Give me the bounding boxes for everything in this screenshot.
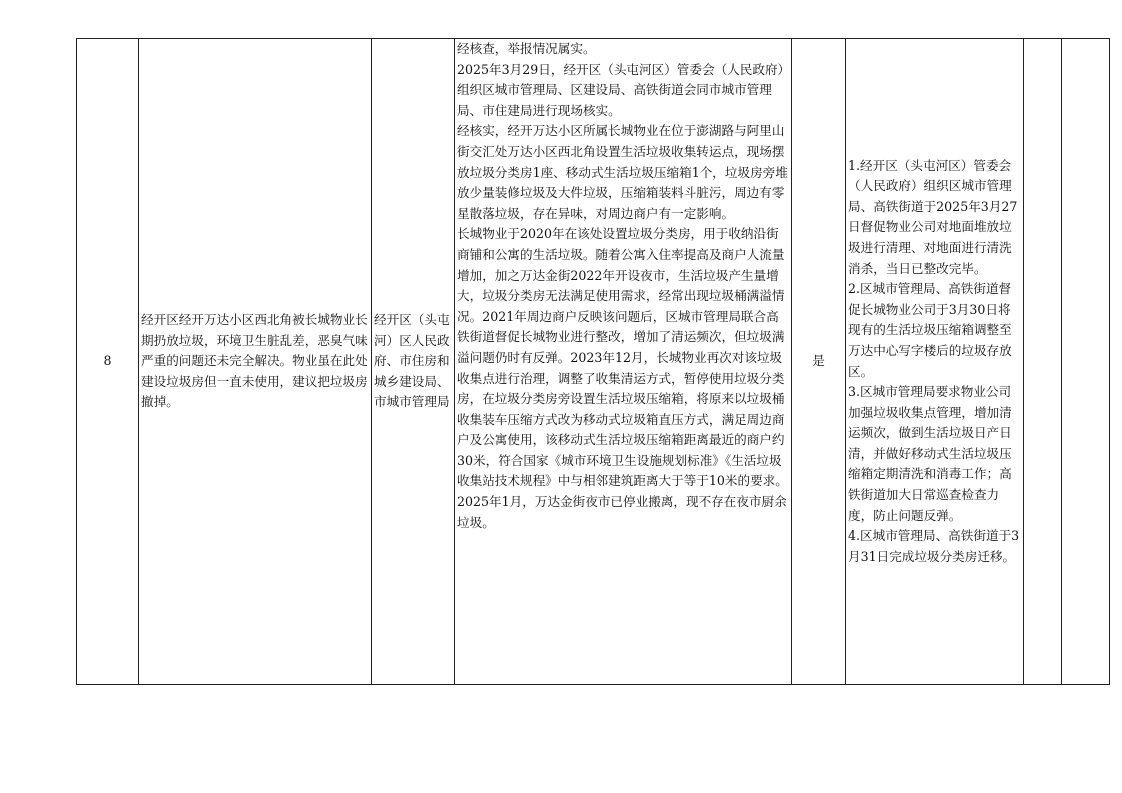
measure-item: 2.区城市管理局、高铁街道督促长城物业公司于3月30日将现有的生活垃圾压缩箱调整至万达中心写字楼后的垃圾存放区。 [848,281,1012,379]
investigation-paragraph: 2025年3月29日，经开区（头屯河区）管委会（人民政府）组织区城市管理局、区建设局、高铁街道会同市城市管理局、市住建局进行现场核实。 [457,61,784,118]
empty-cell [1062,39,1110,685]
rectification-measures [846,39,1024,685]
investigation-paragraph: 经核实，经开万达小区所属长城物业在位于澎湖路与阿里山街交汇处万达小区西北角设置生活垃圾收集转运点，现场摆放垃圾分类房1座、移动式生活垃圾压缩箱1个，垃圾房旁堆放少量装修垃圾及大件垃圾，压缩箱装料斗脏污，周边有零星散落垃圾，存在异味，对周边商户有一定影响。 [457,123,788,221]
investigation-paragraph: 长城物业于2020年在该处设置垃圾分类房，用于收纳沿街商铺和公寓的生活垃圾。随着公寓入住率提高及商户人流量增加，加之万达金街2022年开设夜市，生活垃圾产生量增大，垃圾分类房无法满足使用需求，经常出现垃圾桶满溢情况。2021年周边商户反映该问题后，区城市管理局联合高铁街道督促长城物业进行整改，增加了清运频次，但垃圾满溢问题仍时有反弹。2023年12月，长城物业再次对该垃圾收集点进行治理，调整了收集清运方式，暂停使用垃圾分类房，在垃圾分类房旁设置生活垃圾压缩箱，将原来以垃圾桶收集装车压缩方式改为移动式垃圾箱直压方式，满足周边商户及公寓使用，该移动式生活垃圾压缩箱距离最近的商户约30米，符合国家《城市环境卫生设施规划标准》《生活垃圾收集站技术规程》中与相邻建筑距离大于等于10米的要求。 [457,226,788,489]
responsible-units: 经开区（头屯河）区人民政府、市住房和城乡建设局、市城市管理局 [372,39,455,685]
measure-item: 3.区城市管理局要求物业公司加强垃圾收集点管理，增加清运频次，做到生活垃圾日产日清，并做好移动式生活垃圾压缩箱定期清洗和消毒工作；高铁街道加大日常巡查检查力度，防止问题反弹。 [848,384,1012,523]
empty-cell [1024,39,1062,685]
report-table [76,38,1110,685]
row-number: 8 [77,39,139,685]
complaint-content: 经开区经开万达小区西北角被长城物业长期扔放垃圾，环境卫生脏乱差，恶臭气味严重的问题还未完全解决。物业虽在此处建设垃圾房但一直未使用，建议把垃圾房撤掉。 [139,39,372,685]
investigation-result [455,39,792,685]
verified-status: 是 [792,39,846,685]
investigation-paragraph: 2025年1月，万达金街夜市已停业搬离，现不存在夜市厨余垃圾。 [457,494,787,530]
measure-item: 4.区城市管理局、高铁街道于3月31日完成垃圾分类房迁移。 [848,528,1020,564]
table-row [77,39,1110,685]
measure-item: 1.经开区（头屯河区）管委会（人民政府）组织区城市管理局、高铁街道于2025年3月27日督促物业公司对地面堆放垃圾进行清理、对地面进行清洗消杀，当日已整改完毕。 [848,157,1018,276]
investigation-paragraph: 经核查，举报情况属实。 [457,41,596,56]
